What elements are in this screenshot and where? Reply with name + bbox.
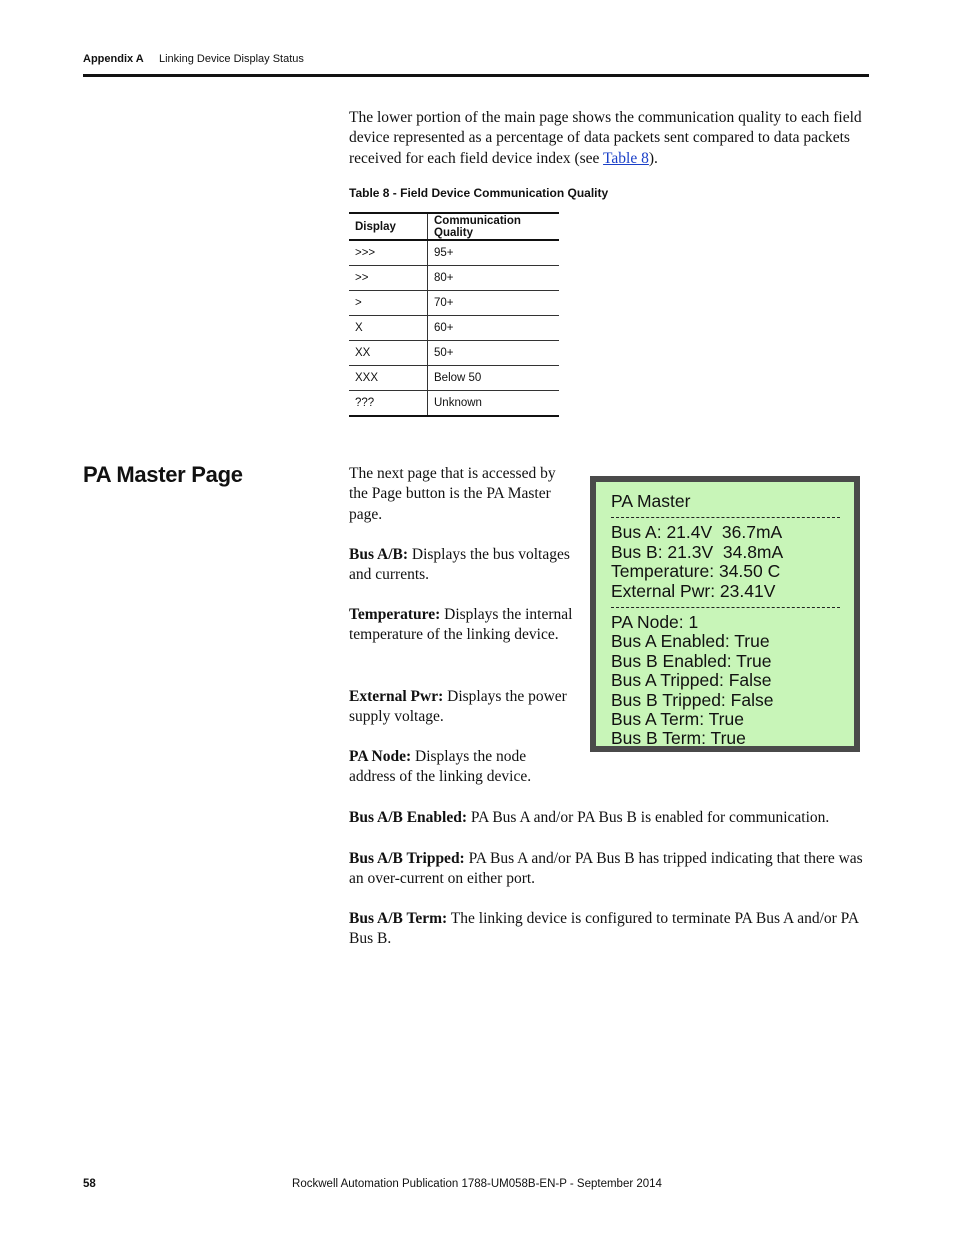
cell-display: >> [349,266,428,291]
table-row [349,366,559,391]
definition-desc: Displays the internal temperature of the linking device. [349,606,573,644]
intro-text-end: ). [648,149,658,167]
section-title: PA Master Page [83,462,243,487]
communication-quality-table [349,212,559,417]
lcd-line: Bus B Term: True [611,728,746,746]
publication-info: Rockwell Automation Publication 1788-UM058B-EN-P - September 2014 [292,1178,662,1190]
header-rule [83,74,869,77]
lcd-screen [596,482,854,746]
table-row [349,391,559,417]
lcd-display-frame [590,476,860,752]
definition-bus-enabled [349,808,869,828]
table-row [349,291,559,316]
table-row [349,341,559,366]
cell-quality: Unknown [428,391,560,417]
cell-quality: 80+ [428,266,560,291]
cell-quality: 50+ [428,341,560,366]
cell-display: > [349,291,428,316]
cell-display: XXX [349,366,428,391]
lcd-line: External Pwr: 23.41V [611,580,776,601]
definition-term: PA Node: [349,748,412,765]
table-8-link[interactable]: Table 8 [603,149,649,167]
definition-desc: Displays the node address of the linking device. [349,748,532,786]
definition-term: Temperature: [349,606,441,623]
table-row [349,316,559,341]
lcd-divider [611,607,840,608]
definition-bus-term [349,909,869,950]
header-communication-quality: Communication Quality [428,213,560,240]
cell-quality: 95+ [428,240,560,266]
cell-quality: 60+ [428,316,560,341]
lcd-line: Bus B: 21.3V 34.8mA [611,541,784,562]
header-title: Linking Device Display Status [159,53,304,65]
page-number: 58 [83,1178,96,1190]
table-header-row [349,213,559,240]
definition-desc: PA Bus A and/or PA Bus B has tripped indicating that there was an over-current on either port. [349,850,863,888]
cell-quality: 70+ [428,291,560,316]
definition-term: External Pwr: [349,688,444,705]
lcd-line: Bus A Tripped: False [611,670,772,691]
cell-display: XX [349,341,428,366]
lcd-line: Bus A: 21.4V 36.7mA [611,522,783,543]
definition-bus-ab [349,545,574,586]
cell-quality: Below 50 [428,366,560,391]
header-appendix: Appendix A [83,53,144,65]
lcd-line: Bus A Enabled: True [611,631,770,652]
definition-desc: The linking device is configured to terminate PA Bus A and/or PA Bus B. [349,910,859,948]
header-display: Display [349,213,428,240]
lcd-line: Temperature: 34.50 C [611,561,781,582]
definition-pa-node [349,747,574,788]
table-row [349,240,559,266]
definition-term: Bus A/B Tripped: [349,850,465,867]
cell-display: >>> [349,240,428,266]
cell-display: ??? [349,391,428,417]
definition-term: Bus A/B Enabled: [349,809,468,826]
definition-term: Bus A/B: [349,546,409,563]
intro-text: The lower portion of the main page shows the communication quality to each field device represented as a percentage of data packets sent compared to data packets received for each field device index (see [349,109,862,167]
definition-temperature [349,605,574,646]
definition-desc: Displays the power supply voltage. [349,688,567,726]
lcd-divider [611,517,840,518]
section-intro: The next page that is accessed by the Page button is the PA Master page. [349,465,556,523]
definition-external-pwr [349,687,574,728]
cell-display: X [349,316,428,341]
lcd-line: Bus B Tripped: False [611,689,774,710]
definition-desc: Displays the bus voltages and currents. [349,546,570,584]
table-caption: Table 8 - Field Device Communication Quality [349,186,609,200]
lcd-line: Bus A Term: True [611,709,744,730]
definition-term: Bus A/B Term: [349,910,448,927]
intro-paragraph [349,108,864,169]
lcd-line: PA Node: 1 [611,612,699,633]
definition-bus-tripped [349,849,869,890]
table-row [349,266,559,291]
lcd-line: Bus B Enabled: True [611,650,772,671]
lcd-title: PA Master [611,491,691,511]
definition-desc: PA Bus A and/or PA Bus B is enabled for communication. [467,809,830,826]
